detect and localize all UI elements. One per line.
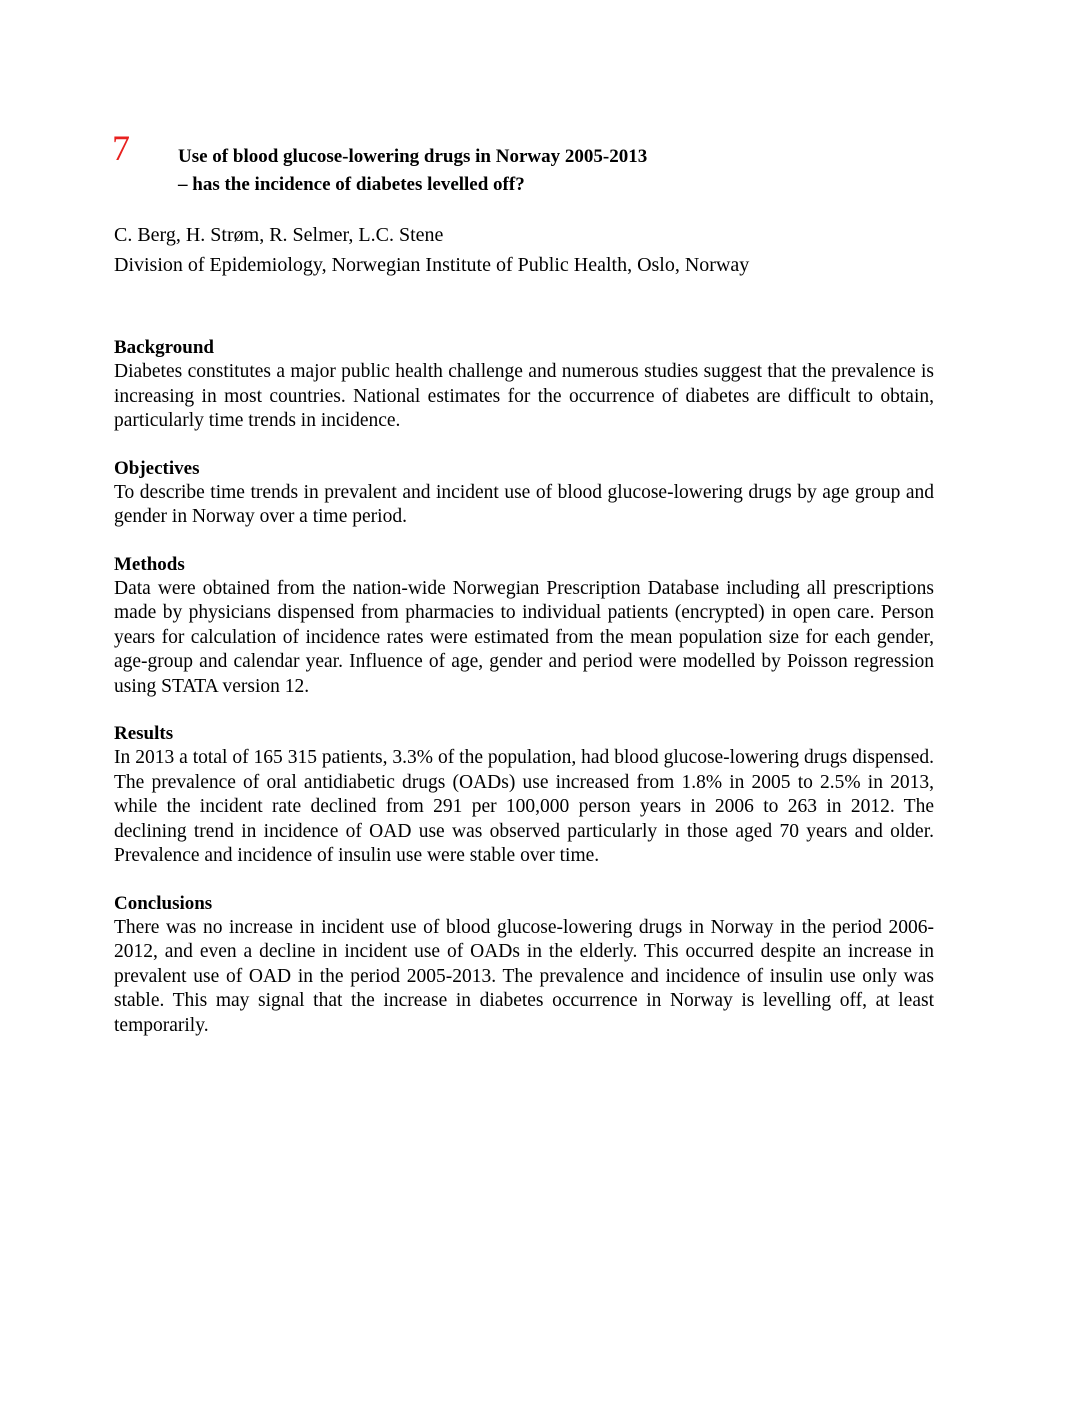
title-line: Use of blood glucose-lowering drugs in Norway 2005-2013: [178, 146, 648, 167]
section-heading: Conclusions: [114, 892, 213, 914]
title-subtitle-line: – has the incidence of diabetes levelled off?: [178, 174, 525, 195]
section-heading: Results: [114, 723, 174, 744]
affiliation: Division of Epidemiology, Norwegian Institute of Public Health, Oslo, Norway: [114, 254, 750, 276]
section-conclusions: [114, 892, 934, 1039]
section-objectives: [114, 457, 934, 530]
section-methods: [114, 553, 934, 700]
section-heading: Objectives: [114, 457, 200, 479]
section-text: In 2013 a total of 165 315 patients, 3.3% of the population, had blood glucose-lowering drugs dispensed. The prevalence of oral antidiabetic drugs (OADs) use increased from 1.8% in 2005 to 2.5% in 2013, while the incident rate declined from 291 per 100,000 person years in 2006 to 263 in 2012. The declining trend in incidence of OAD use was observed particularly in those aged 70 years and older. Prevalence and incidence of insulin use were stable over time.: [114, 747, 934, 866]
section-text: Data were obtained from the nation-wide Norwegian Prescription Database including all prescriptions made by physicians dispensed from pharmacies to individual patients (encrypted) in open care. Person years for calculation of incidence rates were estimated from the mean population size for each gender, age-group and calendar year. Influence of age, gender and period were modelled by Poisson regression using STATA version 12.: [114, 577, 934, 697]
section-heading: Methods: [114, 553, 185, 575]
author-block: [114, 220, 944, 280]
abstract-number: 7: [112, 128, 130, 168]
section-heading: Background: [114, 337, 214, 358]
section-text: To describe time trends in prevalent and incident use of blood glucose-lowering drugs by age group and gender in Norway over a time period.: [114, 481, 934, 527]
section-results: [114, 722, 934, 869]
authors: C. Berg, H. Strøm, R. Selmer, L.C. Stene: [114, 224, 444, 246]
abstract-body: [114, 336, 934, 1061]
section-text: There was no increase in incident use of blood glucose-lowering drugs in Norway in the period 2006-2012, and even a decline in incident use of OADs in the elderly. This occurred despite an increase in prevalent use of OAD in the period 2005-2013. The prevalence and incidence of insulin use only was stable. This may signal that the increase in diabetes occurrence in Norway is levelling off, at least temporarily.: [114, 916, 934, 1036]
section-text: Diabetes constitutes a major public health challenge and numerous studies suggest that the prevalence is increasing in most countries. National estimates for the occurrence of diabetes are difficult to obtain, particularly time trends in incidence.: [114, 361, 934, 431]
section-background: [114, 336, 934, 434]
abstract-title: [178, 143, 938, 199]
